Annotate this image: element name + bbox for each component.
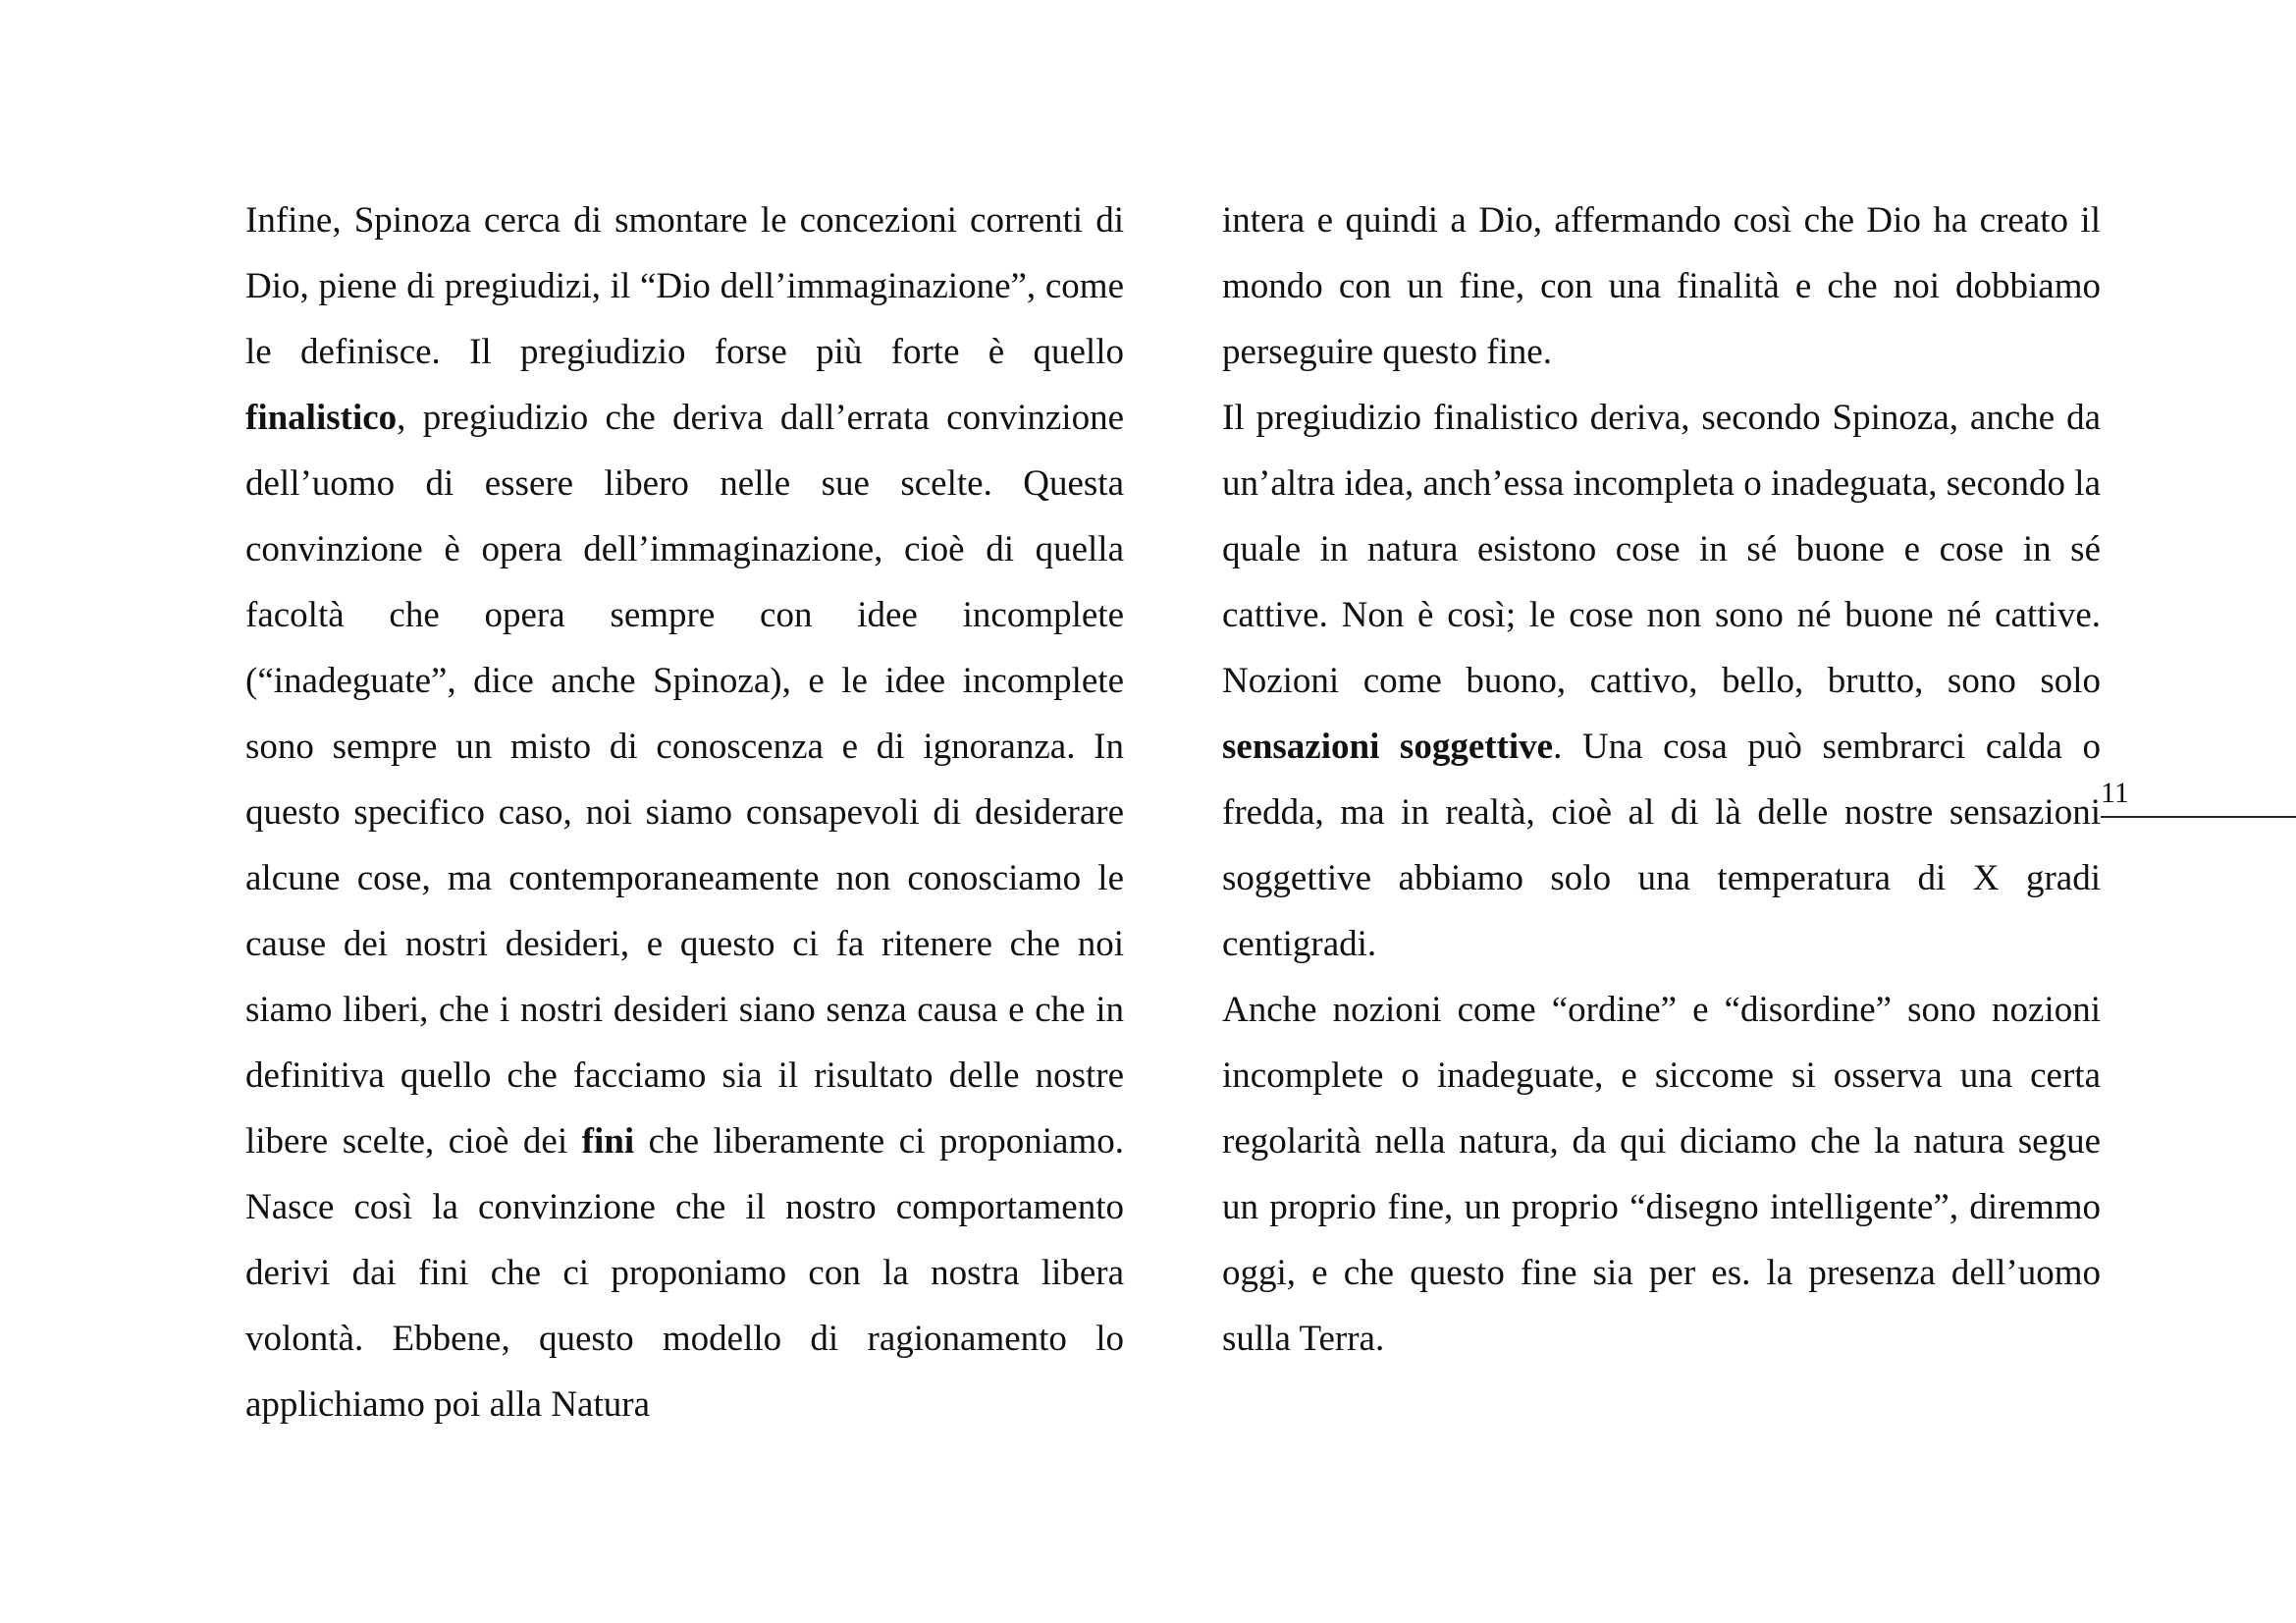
bold-term-fini: fini [581, 1121, 635, 1162]
page-number: 11 [2101, 777, 2129, 809]
text-run: . Una cosa può sembrarci calda o fredda, ma in realtà, cioè al di là delle nostre sensazioni soggettive abbiamo solo una temperatura di X gradi centigradi. [1222, 727, 2101, 964]
right-text-column [1222, 188, 2101, 1372]
text-run: che liberamente ci proponiamo. Nasce così la convinzione che il nostro comportamento derivi dai fini che ci proponiamo con la nostra libera volontà. Ebbene, questo modello di ragionamento lo applichiamo poi alla Natura [245, 1121, 1125, 1425]
bold-term-finalistico: finalistico [245, 398, 398, 438]
paragraph-subjective-sensations [1222, 385, 2101, 977]
paragraph-order-disorder: Anche nozioni come “ordine” e “disordine” sono nozioni incomplete o inadeguate, e siccome si osserva una certa regolarità nella natura, da qui diciamo che la natura segue un proprio fine, un proprio “disegno intelligente”, diremmo oggi, e che questo fine sia per es. la presenza dell’uomo sulla Terra. [1222, 990, 2101, 1359]
paragraph-continuation: intera e quindi a Dio, affermando così che Dio ha creato il mondo con un fine, con una finalità e che noi dobbiamo perseguire questo fine. [1222, 200, 2101, 372]
text-run: Il pregiudizio finalistico deriva, secondo Spinoza, anche da un’altra idea, anch’essa incompleta o inadeguata, secondo la quale in natura esistono cose in sé buone e cose in sé cattive. Non è così; le cose non sono né buone né cattive. Nozioni come buono, cattivo, bello, brutto, sono solo [1222, 398, 2101, 701]
page-number-rule [2101, 816, 2296, 818]
bold-term-sensazioni-soggettive: sensazioni soggettive [1222, 727, 1554, 767]
text-run: Infine, Spinoza cerca di smontare le concezioni correnti di Dio, piene di pregiudizi, il “Dio dell’immaginazione”, come le definisce. Il pregiudizio forse più forte è quello [245, 200, 1124, 372]
text-run: , pregiudizio che deriva dall’errata convinzione dell’uomo di essere libero nelle sue scelte. Questa convinzione è opera dell’immaginazione, cioè di quella facoltà che opera sempre con idee incomplete (“inadeguate”, dice anche Spinoza), e le idee incomplete sono sempre un misto di conoscenza e di ignoranza. In questo specifico caso, noi siamo consapevoli di desiderare alcune cose, ma contemporaneamente non conosciamo le cause dei nostri desideri, e questo ci fa ritenere che noi siamo liberi, che i nostri desideri siano senza causa e che in definitiva quello che facciamo sia il risultato delle nostre libere scelte, cioè dei [245, 398, 1124, 1162]
paragraph-spinoza-prejudice [245, 188, 1124, 1437]
left-text-column [245, 188, 1124, 1437]
